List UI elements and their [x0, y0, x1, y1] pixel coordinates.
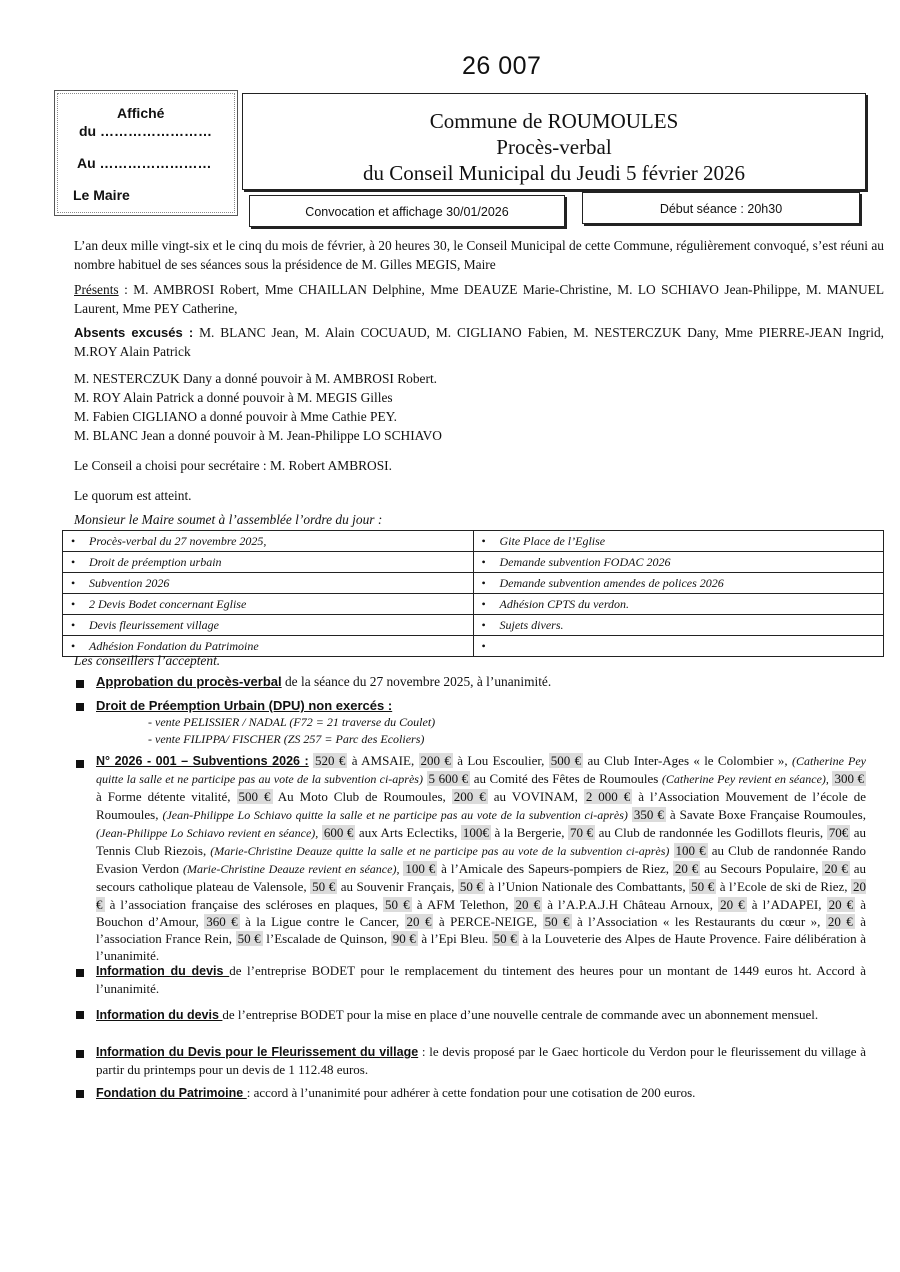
amount: 300 € [834, 771, 865, 787]
absents-label: Absents excusés : [74, 325, 194, 340]
session-note: (Jean-Philippe Lo Schiavo quitte la salle et ne participe pas au vote de la subvention ci-après) [162, 807, 628, 822]
debut-box: Début séance : 20h30 [582, 192, 860, 224]
bullet-icon [76, 703, 84, 711]
amount: 600 € [323, 824, 354, 840]
agenda-row: • Droit de préemption urbain • Demande subvention FODAC 2026 [63, 552, 884, 573]
subvention-text: à la Bergerie, [490, 824, 569, 840]
amount: 360 € [206, 913, 238, 929]
agenda-item: Sujets divers. [499, 617, 564, 632]
bullet-icon [76, 969, 84, 977]
agenda-item: Droit de préemption urbain [89, 554, 222, 569]
stamp-du: du …………………… [79, 123, 212, 139]
agenda-accept: Les conseillers l’acceptent. [74, 653, 221, 668]
amount: 20 € [827, 913, 853, 929]
agenda-item: Demande subvention amendes de polices 2026 [499, 575, 724, 590]
stamp-maire: Le Maire [73, 187, 130, 203]
subvention-text: à l’Epi Bleu. [417, 931, 492, 947]
agenda-item: Gite Place de l’Eglise [499, 533, 606, 548]
amount: 350 € [633, 806, 664, 822]
pouvoir-line: M. BLANC Jean a donné pouvoir à M. Jean-Philippe LO SCHIAVO [74, 428, 442, 443]
subvention-text: au VOVINAM, [487, 789, 584, 805]
amount: 50 € [493, 931, 517, 947]
bullet-icon [76, 680, 84, 688]
secretaire-line: Le Conseil a choisi pour secrétaire : M. Robert AMBROSI. [74, 458, 392, 473]
agenda-item: Adhésion CPTS du verdon. [499, 596, 630, 611]
subvention-text: à l’association France Rein, [96, 913, 866, 947]
subvention-text: à l’association française des scléroses en plaques, [104, 896, 384, 912]
document-number: 26 007 [462, 52, 542, 80]
agenda-row: • Devis fleurissement village • Sujets divers. [63, 615, 884, 636]
devis1-heading: Information du devis [96, 964, 230, 978]
amount: 90 € [392, 931, 416, 947]
amount: 20 € [674, 861, 699, 877]
pouvoir-line: M. Fabien CIGLIANO a donné pouvoir à Mme Cathie PEY. [74, 409, 397, 424]
subvention-text: à l’Ecole de ski de Riez, [716, 879, 852, 895]
pv-text: de la séance du 27 novembre 2025, à l’unanimité. [281, 674, 552, 689]
subvention-text: à l’Amicale des Sapeurs-pompiers de Riez, [437, 861, 673, 877]
presents-paragraph [74, 280, 884, 318]
pouvoir-line: M. ROY Alain Patrick a donné pouvoir à M. MEGIS Gilles [74, 390, 393, 405]
item-devis-2 [96, 1006, 866, 1024]
subvention-text: à l’ADAPEI, [746, 896, 827, 912]
pouvoir-line: M. NESTERCZUK Dany a donné pouvoir à M. AMBROSI Robert. [74, 371, 438, 386]
bullet-icon [76, 760, 84, 768]
subvention-text: au Comité des Fêtes de Roumoules [470, 771, 662, 787]
subvention-text: aux Arts Eclectiks, [355, 824, 461, 840]
agenda-item: Procès-verbal du 27 novembre 2025, [89, 533, 267, 548]
quorum-line: Le quorum est atteint. [74, 488, 192, 503]
amount: 50 € [237, 931, 261, 947]
amount: 200 € [453, 789, 486, 805]
subvention-text: à Lou Escoulier, [452, 753, 549, 768]
commune-title: Commune de ROUMOULES [429, 109, 679, 133]
session-note: (Marie-Christine Deauze quitte la salle et ne participe pas au vote de la subvention ci-après) [210, 844, 670, 859]
subvention-text: au Club Inter-Ages « le Colombier », [583, 753, 792, 768]
amount: 100€ [462, 824, 489, 840]
amount: 20 € [828, 896, 854, 912]
fondation-heading: Fondation du Patrimoine [96, 1086, 247, 1100]
item-devis-1 [96, 962, 866, 997]
agenda-row: • Adhésion Fondation du Patrimoine • [63, 636, 884, 657]
fleur-text: : le devis proposé par le Gaec horticole du Verdon pour le fleurissement du village à partir du printemps pour un devis de 1 112.48 euros. [96, 1044, 867, 1077]
subvention-text: à Bouchon d’Amour, [96, 896, 867, 929]
stamp-au: Au …………………… [77, 155, 212, 171]
agenda-table [62, 530, 884, 657]
fondation-text: : accord à l’unanimité pour adhérer à cette fondation pour une cotisation de 200 euros. [246, 1085, 696, 1100]
devis2-text: de l’entreprise BODET pour la mise en place d’une nouvelle centrale de commande avec un abonnement mensuel. [222, 1007, 819, 1022]
item-fondation [96, 1084, 866, 1102]
pv-title: Procès-verbal [496, 135, 612, 159]
subvention-text: à l’Association Mouvement de l’école de Roumoules, [96, 789, 867, 822]
item-fleurissement [96, 1043, 866, 1078]
subventions-body [96, 753, 866, 963]
agenda-item: Demande subvention FODAC 2026 [499, 554, 671, 569]
subvention-text: à PERCE-NEIGE, [433, 913, 543, 929]
devis1-text: de l’entreprise BODET pour le remplacement du tintement des heures pour un montant de 1449 euros ht. Accord à l’unanimité. [96, 963, 866, 996]
agenda-item: 2 Devis Bodet concernant Eglise [89, 596, 247, 611]
pv-heading: Approbation du procès-verbal [96, 674, 282, 689]
agenda-row: • Subvention 2026 • Demande subvention amendes de polices 2026 [63, 573, 884, 594]
amount: 500 € [550, 753, 582, 768]
amount: 500 € [238, 789, 271, 805]
session-note: (Jean-Philippe Lo Schiavo revient en séance), [96, 825, 319, 840]
subvention-text: à la Louveterie des Alpes de Haute Provence. Faire délibération à l’unanimité. [96, 931, 866, 964]
subvention-text: au Club de randonnée Rando Evasion Verdon [96, 843, 867, 877]
session-note: (Catherine Pey quitte la salle et ne participe pas au vote de la subvention ci-après) [96, 754, 867, 787]
item-subventions [96, 752, 866, 964]
amount: 100 € [675, 843, 706, 859]
subvention-text: au Secours Populaire, [700, 861, 823, 877]
amount: 5 600 € [428, 771, 469, 787]
item-dpu [96, 697, 866, 748]
absents-paragraph [74, 323, 884, 361]
subvention-text: à Savate Boxe Française Roumoules, [665, 806, 866, 822]
subvention-text [669, 843, 673, 858]
title-box [242, 93, 866, 190]
absents-list: M. BLANC Jean, M. Alain COCUAUD, M. CIGLIANO Fabien, M. NESTERCZUK Dany, Mme PIERRE-JEAN Ingrid, M.ROY Alain Patrick [74, 325, 884, 359]
amount: 50 € [691, 879, 715, 895]
subvention-text: à AFM Telethon, [411, 896, 514, 912]
item-pv [96, 673, 866, 690]
subvention-text: Au Moto Club de Roumoules, [272, 789, 452, 805]
subvention-text [423, 771, 427, 786]
amount: 20 € [824, 861, 848, 877]
amount: 520 € [315, 753, 346, 768]
amount: 50 € [459, 879, 483, 895]
dpu-heading: Droit de Préemption Urbain (DPU) non exercés : [96, 698, 393, 713]
agenda-row: • 2 Devis Bodet concernant Eglise • Adhésion CPTS du verdon. [63, 594, 884, 615]
dpu-line: - vente FILIPPA/ FISCHER (ZS 257 = Parc des Ecoliers) [148, 732, 425, 746]
stamp-affiche: Affiché [117, 105, 165, 121]
agenda-intro: Monsieur le Maire soumet à l’assemblée l’ordre du jour : [74, 512, 383, 527]
session-note: (Catherine Pey revient en séance), [661, 772, 829, 787]
subvention-text: l’Escalade de Quinson, [262, 931, 391, 947]
amount: 20 € [406, 913, 432, 929]
session-title: du Conseil Municipal du Jeudi 5 février 2026 [362, 161, 746, 185]
session-note: (Marie-Christine Deauze revient en séance), [183, 862, 400, 877]
convocation-box: Convocation et affichage 30/01/2026 [249, 195, 565, 227]
amount: 100 € [405, 861, 436, 877]
subvention-text: au Tennis Club Riezois, [96, 824, 867, 859]
amount: 200 € [420, 753, 451, 768]
agenda-item: Subvention 2026 [89, 575, 170, 590]
agenda-row: • Procès-verbal du 27 novembre 2025, • Gite Place de l’Eglise [63, 531, 884, 552]
amount: 70 € [570, 824, 594, 840]
subvention-text: à la Ligue contre le Cancer, [239, 913, 405, 929]
intro-paragraph: L’an deux mille vingt-six et le cinq du mois de février, à 20 heures 30, le Conseil Municipal de cette Commune, régulièrement convoqué, s’est réuni au nombre habituel de ses séances sous la présidence de M. Gilles MEGIS, Maire [74, 238, 884, 272]
subvention-text: à l’A.P.A.J.H Château Arnoux, [542, 896, 719, 912]
subvention-text: à Forme détente vitalité, [96, 789, 237, 805]
amount: 70€ [828, 824, 849, 840]
presents-list: : M. AMBROSI Robert, Mme CHAILLAN Delphine, Mme DEAUZE Marie-Christine, M. LO SCHIAVO Jean-Philippe, M. MANUEL Laurent, Mme PEY Catherine, [74, 282, 884, 316]
presents-label: Présents [74, 282, 119, 297]
amount: 50 € [544, 913, 570, 929]
subvention-text: à AMSAIE, [347, 753, 419, 768]
bullet-icon [76, 1050, 84, 1058]
pouvoirs-list [74, 369, 884, 445]
amount: 20 € [96, 879, 867, 912]
amount: 20 € [720, 896, 745, 912]
amount: 2 000 € [585, 789, 631, 805]
subvention-text: au Souvenir Français, [337, 879, 458, 895]
subvention-text: à l’Union Nationale des Combattants, [484, 879, 690, 895]
subvention-text: au Club de randonnée les Godillots fleuris, [595, 824, 827, 840]
devis2-heading: Information du devis [96, 1008, 223, 1022]
display-stamp [54, 90, 238, 216]
fleur-heading: Information du Devis pour le Fleurissement du village [96, 1045, 419, 1059]
subventions-heading: N° 2026 - 001 – Subventions 2026 : [96, 754, 309, 768]
amount: 20 € [515, 896, 541, 912]
subvention-text: à l’Association « les Restaurants du cœur », [571, 913, 826, 929]
bullet-icon [76, 1090, 84, 1098]
dpu-line: - vente PELISSIER / NADAL (F72 = 21 traverse du Coulet) [148, 715, 436, 729]
amount: 50 € [312, 879, 336, 895]
agenda-item: Adhésion Fondation du Patrimoine [89, 638, 259, 653]
amount: 50 € [385, 896, 410, 912]
bullet-icon [76, 1011, 84, 1019]
subvention-text: au secours catholique plateau de Valensole, [96, 861, 867, 895]
agenda-item: Devis fleurissement village [89, 617, 219, 632]
